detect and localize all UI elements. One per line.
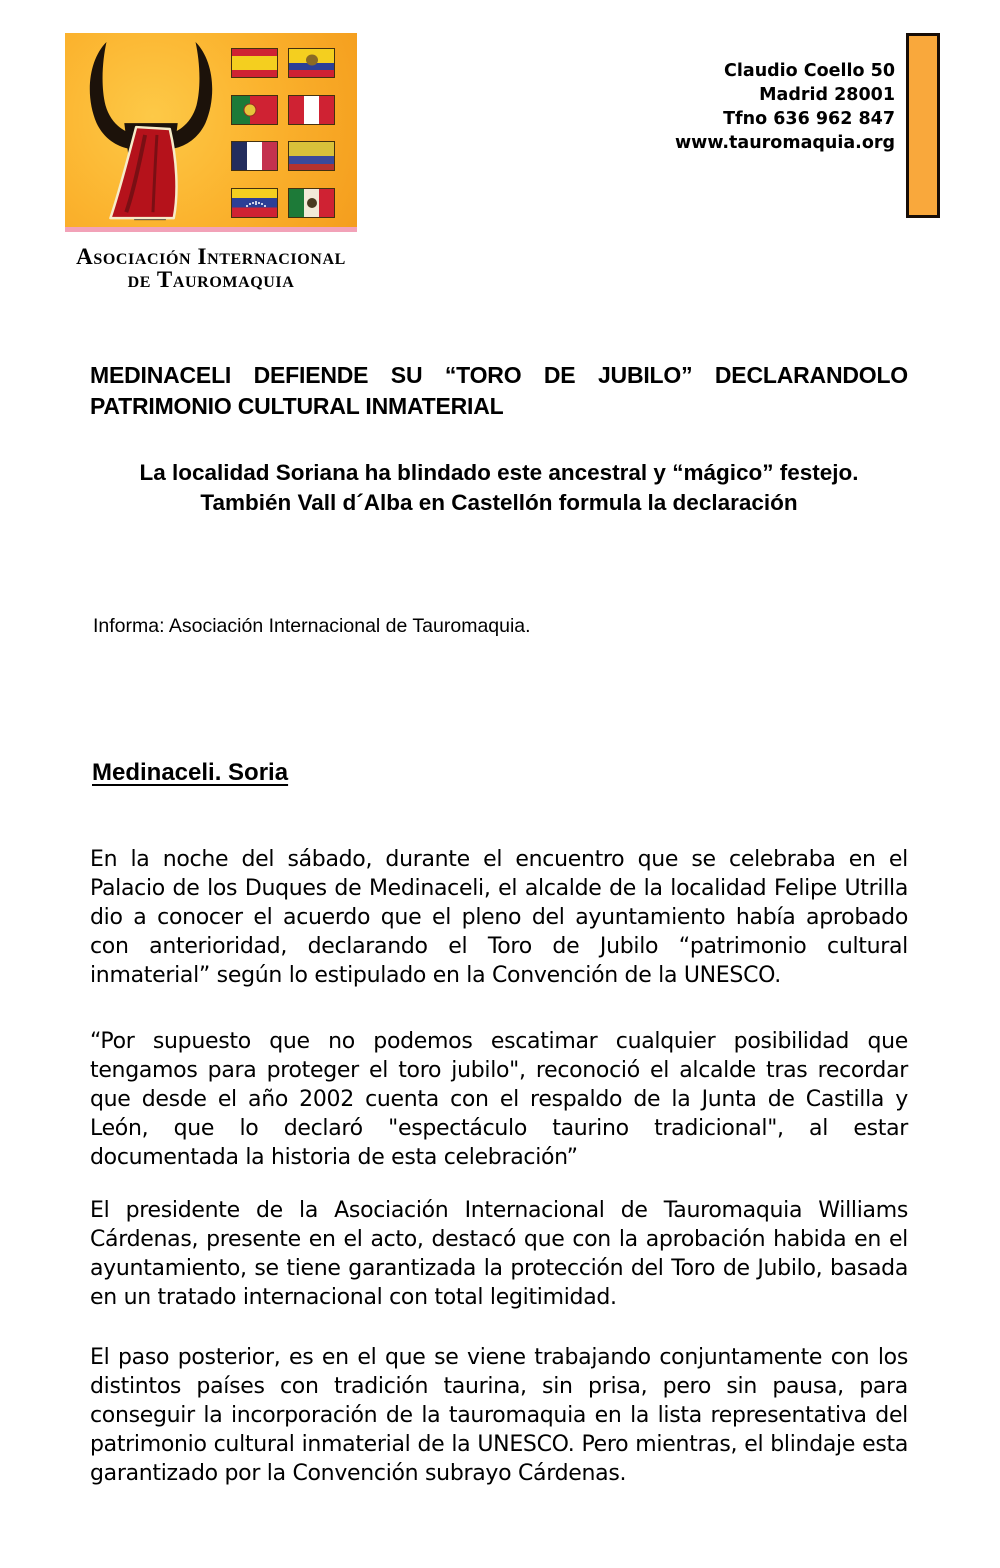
- contact-address-line1: Claudio Coello 50: [724, 61, 895, 81]
- org-name-line1: Asociación Internacional: [76, 244, 346, 269]
- org-name: [41, 245, 381, 291]
- orange-vertical-bar: [906, 33, 940, 218]
- peru-flag-icon: [288, 95, 335, 125]
- logo-pink-strip: [65, 227, 357, 232]
- subheadline: [90, 458, 908, 518]
- subheadline-line1: La localidad Soriana ha blindado este ancestral y “mágico” festejo.: [139, 460, 859, 485]
- headline-line2: PATRIMONIO CULTURAL INMATERIAL: [90, 393, 504, 419]
- spain-flag-icon: [231, 48, 278, 78]
- france-flag-icon: [231, 141, 278, 171]
- org-logo: [65, 33, 357, 232]
- portugal-flag-icon: [231, 95, 278, 125]
- ecuador-flag-icon: [288, 48, 335, 78]
- body-paragraph-4: El paso posterior, es en el que se viene trabajando conjuntamente con los distintos países con tradición taurina, sin prisa, pero sin pausa, para conseguir la incorporación de la tauromaquia en la lista representativa del patrimonio cultural inmaterial de la UNESCO. Pero mientras, el blindaje esta garantizado por la Convención subrayo Cárdenas.: [90, 1345, 908, 1486]
- contact-website: www.tauromaquia.org: [675, 133, 895, 153]
- contact-phone: Tfno 636 962 847: [723, 109, 895, 129]
- colombia-flag-icon: [288, 141, 335, 171]
- bull-cape-icon: [75, 38, 227, 226]
- contact-address-line2: Madrid 28001: [759, 85, 895, 105]
- member-country-flags: [231, 48, 335, 218]
- contact-block: [675, 59, 895, 155]
- byline: Informa: Asociación Internacional de Tauromaquia.: [93, 615, 531, 637]
- body-paragraph-1: En la noche del sábado, durante el encuentro que se celebraba en el Palacio de los Duques de Medinaceli, el alcalde de la localidad Felipe Utrilla dio a conocer el acuerdo que el pleno del ayuntamiento había aprobado con anterioridad, declarando el Toro de Jubilo “patrimonio cultural inmaterial” según lo estipulado en la Convención de la UNESCO.: [90, 847, 908, 988]
- body-paragraph-3: El presidente de la Asociación Internacional de Tauromaquia Williams Cárdenas, presente en el acto, destacó que con la aprobación habida en el ayuntamiento, se tiene garantizada la protección del Toro de Jubilo, basada en un tratado internacional con total legitimidad.: [90, 1198, 908, 1310]
- venezuela-flag-icon: [231, 188, 278, 218]
- org-name-line2: de Tauromaquia: [127, 267, 295, 292]
- mexico-flag-icon: [288, 188, 335, 218]
- headline-line1: MEDINACELI DEFIENDE SU “TORO DE JUBILO” DECLARANDOLO: [90, 362, 908, 388]
- body-paragraph-2: “Por supuesto que no podemos escatimar cualquier posibilidad que tengamos para proteger el toro jubilo", reconoció el alcalde tras recordar que desde el año 2002 cuenta con el respaldo de la Junta de Castilla y León, que lo declaró "espectáculo taurino tradicional", al estar documentada la historia de esta celebración”: [90, 1029, 908, 1170]
- subheadline-line2: También Vall d´Alba en Castellón formula la declaración: [200, 490, 798, 515]
- dateline-heading: Medinaceli. Soria: [92, 759, 289, 786]
- headline: [90, 360, 908, 422]
